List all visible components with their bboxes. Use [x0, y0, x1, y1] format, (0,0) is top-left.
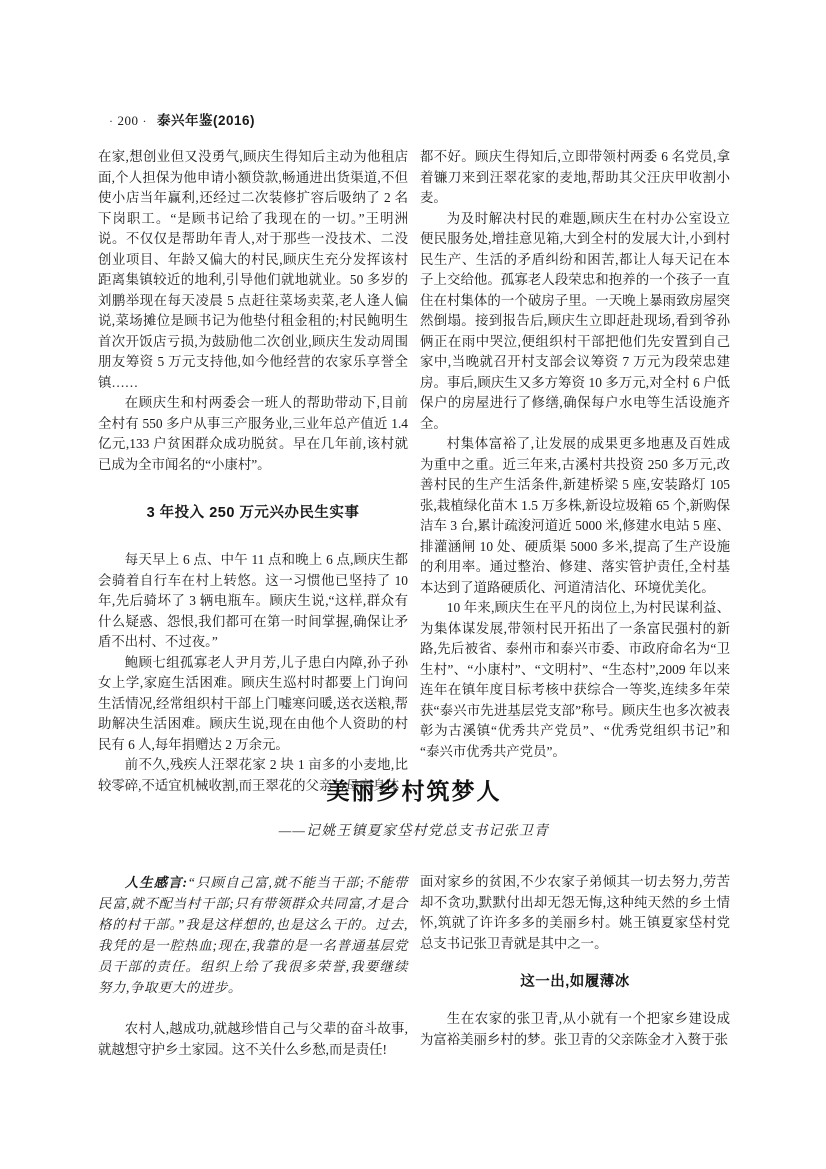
- life-motto-paragraph: [98, 872, 408, 998]
- book-title: 泰兴年鉴(2016): [157, 113, 256, 128]
- paragraph: 都不好。顾庆生得知后,立即带领村两委 6 名党员,拿着镰刀来到汪翠花家的麦地,帮助其父汪庆甲收割小麦。: [420, 149, 730, 205]
- paragraph: 在家,想创业但又没勇气,顾庆生得知后主动为他租店面,个人担保为他申请小额贷款,畅通进出货渠道,不但使小店当年赢利,还经过二次装修扩容后吸纳了 2 名下岗职工。“是顾书记给了我现在的一切。”王明洲说。不仅仅是帮助年青人,对于那些一没技术、二没创业项目、年龄又偏大的村民,顾庆生充分发挥该村距离集镇较近的地利,引导他们就地就业。50 多岁的刘鹏举现在每天凌晨 5 点赶往菜场卖菜,老人逢人偏说,菜场摊位是顾书记为他垫付租金租的;村民鲍明生首次开饭店亏损,为鼓励他二次创业,顾庆生发动周围朋友筹资 5 万元支持他,如今他经营的农家乐享誉全镇……: [98, 149, 408, 390]
- paragraph: 10 年来,顾庆生在平凡的岗位上,为村民谋利益、为集体谋发展,带领村民开拓出了一条富民强村的新路,先后被省、泰州市和泰兴市委、市政府命名为“卫生村”、“小康村”、“文明村”、“生态村”,2009 年以来连年在镇年度目标考核中获综合一等奖,连续多年荣获“泰兴市先进基层党支部”称号。顾庆生也多次被表彰为古溪镇“优秀共产党员”、“优秀党组织书记”和“泰兴市优秀共产党员”。: [420, 600, 730, 759]
- paragraph: 面对家乡的贫困,不少农家子弟倾其一切去努力,劳苦却不贪功,默默付出却无怨无悔,这种纯天然的乡土情怀,筑就了许许多多的美丽乡村。姚王镇夏家垈村党总支书记张卫青就是其中之一。: [420, 874, 730, 951]
- header-dot-right: ·: [142, 114, 147, 128]
- article2-right-column: [420, 872, 730, 1060]
- paragraph: 在顾庆生和村两委会一班人的帮助带动下,目前全村有 550 多户从事三产服务业,三业年总产值近 1.4 亿元,133 户贫困群众成功脱贫。早在几年前,该村就已成为全市闻名的“小康村”。: [98, 395, 408, 472]
- header-dot-left: ·: [109, 114, 114, 128]
- article2-body: [98, 872, 730, 1060]
- life-motto-text: “只顾自己富,就不能当干部;不能带民富,就不配当村干部;只有带领群众共同富,才是合格的村干部。”我是这样想的,也是这么干的。过去,我凭的是一腔热血;现在,我靠的是一名普通基层党员干部的责任。组织上给了我很多荣誉,我要继续努力,争取更大的进步。: [98, 875, 408, 995]
- article1-left-column: [98, 147, 408, 796]
- life-motto-label: 人生感言:: [124, 875, 188, 890]
- section-heading-minsheng: 3 年投入 250 万元兴办民生实事: [146, 505, 360, 521]
- paragraph: 村集体富裕了,让发展的成果更多地惠及百姓成为重中之重。近三年来,古溪村共投资 250 多万元,改善村民的生产生活条件,新建桥梁 5 座,安装路灯 105 张,栽植绿化苗木 1.5 万多株,新设垃圾箱 65 个,新购保洁车 3 台,累计疏浚河道近 5000 米,修建水电站 5 座、排灌涵闸 10 处、硬质渠 5000 多米,提高了生产设施的利用率。通过整治、修建、落实管护责任,全村基本达到了道路硬质化、河道清洁化、环境优美化。: [420, 436, 730, 595]
- article1-right-column: [420, 147, 730, 796]
- article-title: 美丽乡村筑梦人: [326, 778, 502, 804]
- article2-title-block: [98, 773, 730, 840]
- section-heading-rulubobing: 这一出,如履薄冰: [520, 974, 630, 990]
- article2-left-column: [98, 872, 408, 1060]
- page-header: [105, 112, 255, 130]
- paragraph: 鲍顾七组孤寡老人尹月芳,儿子患白内障,孙子孙女上学,家庭生活困难。顾庆生巡村时都要上门询问生活情况,经常组织村干部上门嘘寒问暖,送衣送粮,帮助解决生活困难。顾庆生说,现在由他个人资助的村民有 6 人,每年捐赠达 2 万余元。: [98, 654, 408, 752]
- article1-body: [98, 147, 730, 796]
- page-number: 200: [117, 113, 139, 128]
- paragraph: 农村人,越成功,就越珍惜自己与父辈的奋斗故事,就越想守护乡土家园。这不关什么乡愁,而是责任!: [98, 1021, 408, 1057]
- paragraph: 生在农家的张卫青,从小就有一个把家乡建设成为富裕美丽乡村的梦。张卫青的父亲陈金才入赘于张: [420, 1011, 730, 1047]
- paragraph: 每天早上 6 点、中午 11 点和晚上 6 点,顾庆生都会骑着自行车在村上转悠。这一习惯他已坚持了 10 年,先后骑坏了 3 辆电瓶车。顾庆生说,“这样,群众有什么疑惑、怨恨,我们都可在第一时间掌握,确保让矛盾不出村、不过夜。”: [98, 552, 408, 649]
- paragraph: 前不久,残疾人汪翠花家 2 块 1 亩多的小麦地,比较零碎,不适宜机械收割,而王翠花的父亲与母亲身体: [98, 757, 408, 793]
- paragraph: 为及时解决村民的难题,顾庆生在村办公室设立便民服务处,增挂意见箱,大到全村的发展大计,小到村民生产、生活的矛盾纠纷和困苦,都让人每天记在本子上交给他。孤寡老人段荣忠和抱养的一个孩子一直住在村集体的一个破房子里。一天晚上暴雨致房屋突然倒塌。接到报告后,顾庆生立即赶赴现场,看到爷孙俩正在雨中哭泣,便组织村干部把他们先安置到自己家中,当晚就召开村支部会议筹资 7 万元为段荣忠建房。事后,顾庆生又多方筹资 10 多万元,对全村 6 户低保户的房屋进行了修缮,确保每户水电等生活设施齐全。: [420, 210, 730, 431]
- article-subtitle: ——记姚王镇夏家垈村党总支书记张卫青: [278, 824, 550, 839]
